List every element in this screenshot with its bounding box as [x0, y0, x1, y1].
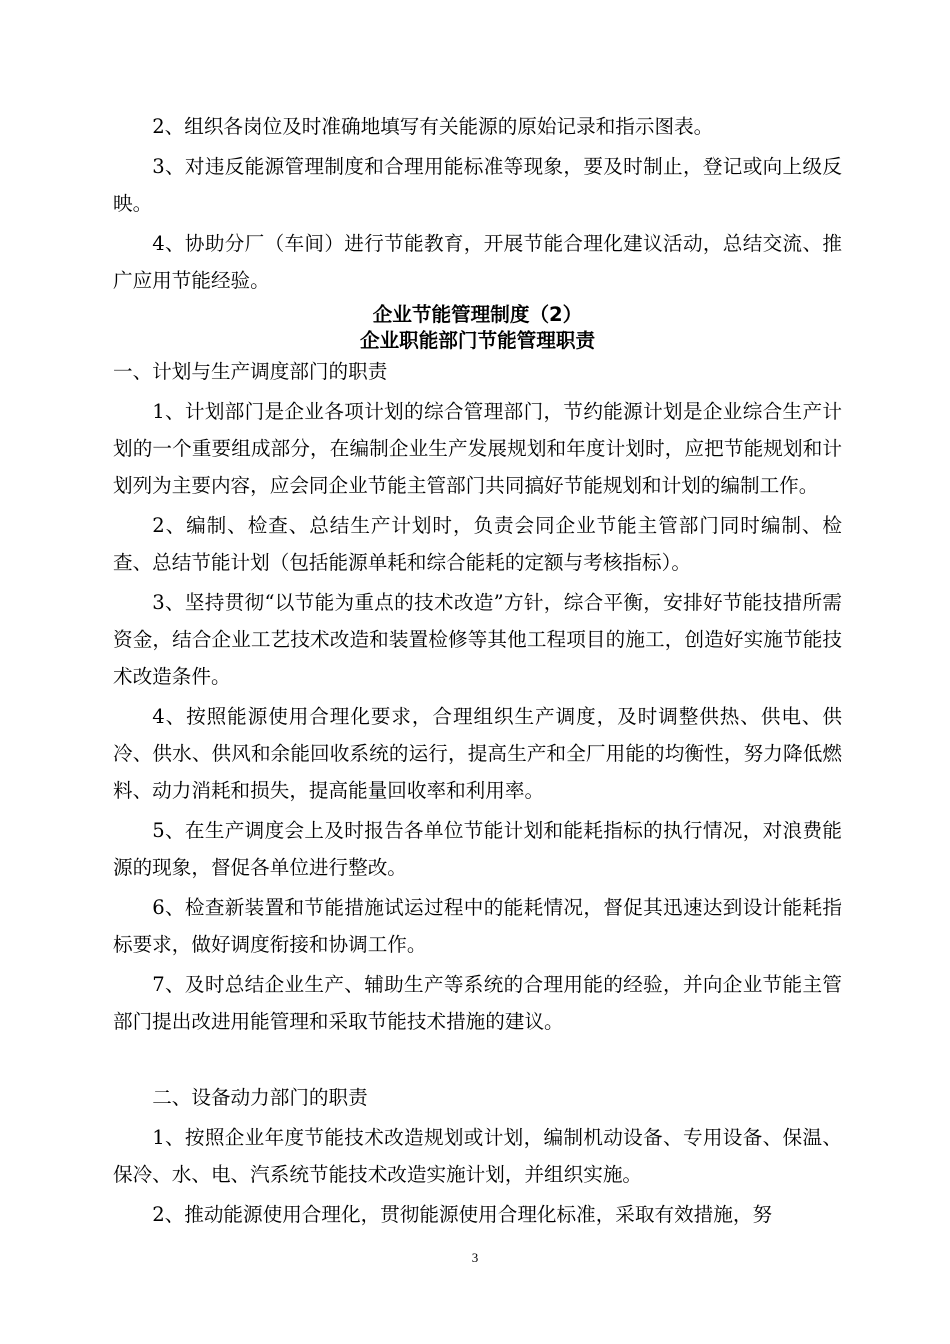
section-heading: 二、设备动力部门的职责	[152, 1086, 368, 1109]
document-title: 企业节能管理制度（2）	[372, 303, 583, 326]
paragraph: 7、及时总结企业生产、辅助生产等系统的合理用能的经验，并向企业节能主管部门提出改进用能管理和采取节能技术措施的建议。	[113, 973, 842, 1033]
paragraph: 6、检查新装置和节能措施试运过程中的能耗情况，督促其迅速达到设计能耗指标要求，做好调度衔接和协调工作。	[113, 896, 842, 956]
paragraph: 1、计划部门是企业各项计划的综合管理部门，节约能源计划是企业综合生产计划的一个重要组成部分，在编制企业生产发展规划和年度计划时，应把节能规划和计划列为主要内容，应会同企业节能主管部门共同搞好节能规划和计划的编制工作。	[113, 400, 842, 497]
paragraph: 4、按照能源使用合理化要求，合理组织生产调度，及时调整供热、供电、供冷、供水、供风和余能回收系统的运行，提高生产和全厂用能的均衡性，努力降低燃料、动力消耗和损失，提高能量回收率和利用率。	[113, 705, 842, 802]
paragraph: 4、协助分厂（车间）进行节能教育，开展节能合理化建议活动，总结交流、推广应用节能经验。	[113, 232, 842, 292]
document-subtitle: 企业职能部门节能管理职责	[359, 329, 596, 352]
section-heading: 一、计划与生产调度部门的职责	[113, 360, 388, 383]
paragraph: 3、对违反能源管理制度和合理用能标准等现象，要及时制止，登记或向上级反映。	[113, 155, 842, 215]
paragraph: 2、组织各岗位及时准确地填写有关能源的原始记录和指示图表。	[152, 115, 714, 138]
page-number: 3	[471, 1250, 479, 1265]
blank-line	[113, 1043, 842, 1080]
document-body	[113, 108, 842, 1236]
paragraph: 1、按照企业年度节能技术改造规划或计划，编制机动设备、专用设备、保温、保冷、水、电、汽系统节能技术改造实施计划，并组织实施。	[113, 1126, 842, 1186]
paragraph: 2、推动能源使用合理化，贯彻能源使用合理化标准，采取有效措施，努	[152, 1203, 773, 1226]
paragraph: 2、编制、检查、总结生产计划时，负责会同企业节能主管部门同时编制、检查、总结节能计划（包括能源单耗和综合能耗的定额与考核指标）。	[113, 514, 842, 574]
paragraph: 5、在生产调度会上及时报告各单位节能计划和能耗指标的执行情况，对浪费能源的现象，督促各单位进行整改。	[113, 819, 842, 879]
paragraph: 3、坚持贯彻“以节能为重点的技术改造”方针，综合平衡，安排好节能技措所需资金，结合企业工艺技术改造和装置检修等其他工程项目的施工，创造好实施节能技术改造条件。	[113, 591, 842, 688]
